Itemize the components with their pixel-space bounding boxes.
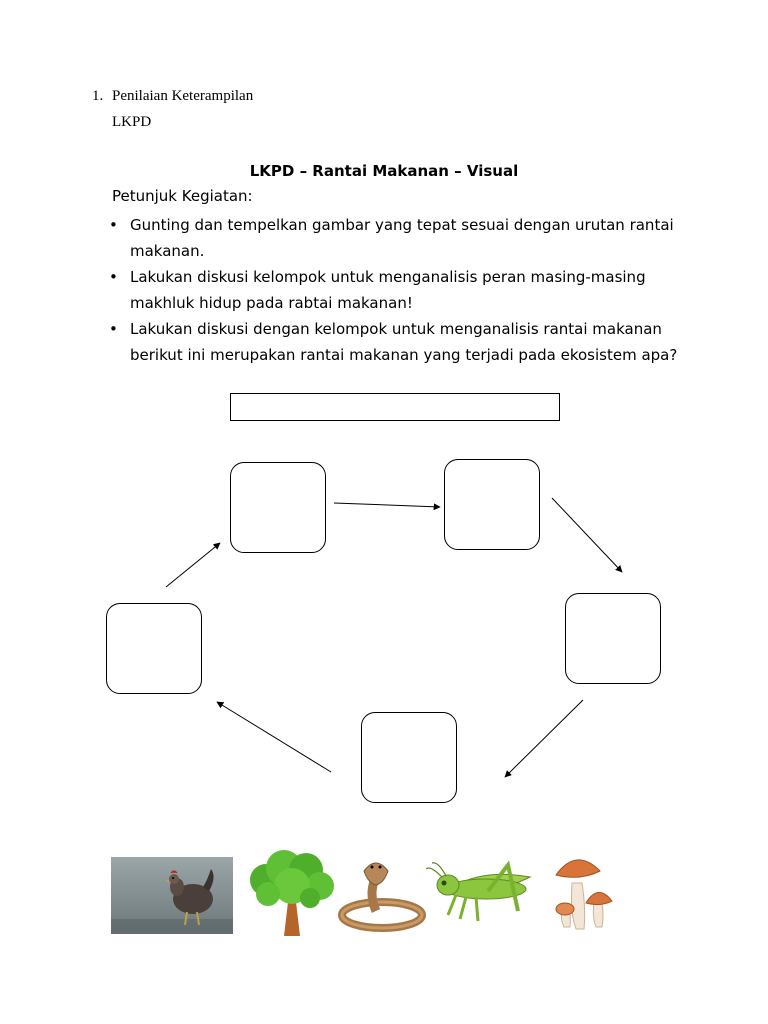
chicken-picture-icon[interactable] — [111, 857, 233, 934]
arrow-icon — [552, 498, 622, 572]
arrow-icon — [334, 503, 440, 507]
tree-picture-icon[interactable] — [244, 850, 338, 936]
instruction-item: • Lakukan diskusi dengan kelompok untuk menganalisis rantai makanan berikut ini merupakan rantai makanan yang terjadi pada ekosistem apa? — [130, 316, 690, 368]
instruction-item: • Gunting dan tempelkan gambar yang tepat sesuai dengan urutan rantai makanan. — [130, 212, 690, 264]
arrow-icon — [505, 700, 583, 777]
arrow-icon — [217, 702, 331, 772]
worksheet-title: LKPD – Rantai Makanan – Visual — [249, 162, 519, 180]
grasshopper-picture-icon[interactable] — [426, 855, 536, 931]
question-subtitle: LKPD — [112, 114, 152, 130]
food-chain-slot-5[interactable] — [106, 603, 202, 694]
question-title: Penilaian Keterampilan — [112, 88, 254, 104]
food-chain-slot-2[interactable] — [444, 459, 540, 550]
instruction-item: • Lakukan diskusi kelompok untuk menganalisis peran masing-masing makhluk hidup pada rabtai makanan! — [130, 264, 690, 316]
question-number: 1. — [92, 88, 104, 104]
cobra-snake-picture-icon[interactable] — [338, 853, 426, 933]
instructions-heading: Petunjuk Kegiatan: — [112, 187, 253, 205]
arrow-icon — [166, 543, 220, 587]
mushroom-picture-icon[interactable] — [550, 853, 614, 931]
ecosystem-answer-box[interactable] — [230, 393, 560, 421]
food-chain-slot-1[interactable] — [230, 462, 326, 553]
instructions-list — [130, 212, 690, 368]
food-chain-slot-4[interactable] — [361, 712, 457, 803]
food-chain-slot-3[interactable] — [565, 593, 661, 684]
